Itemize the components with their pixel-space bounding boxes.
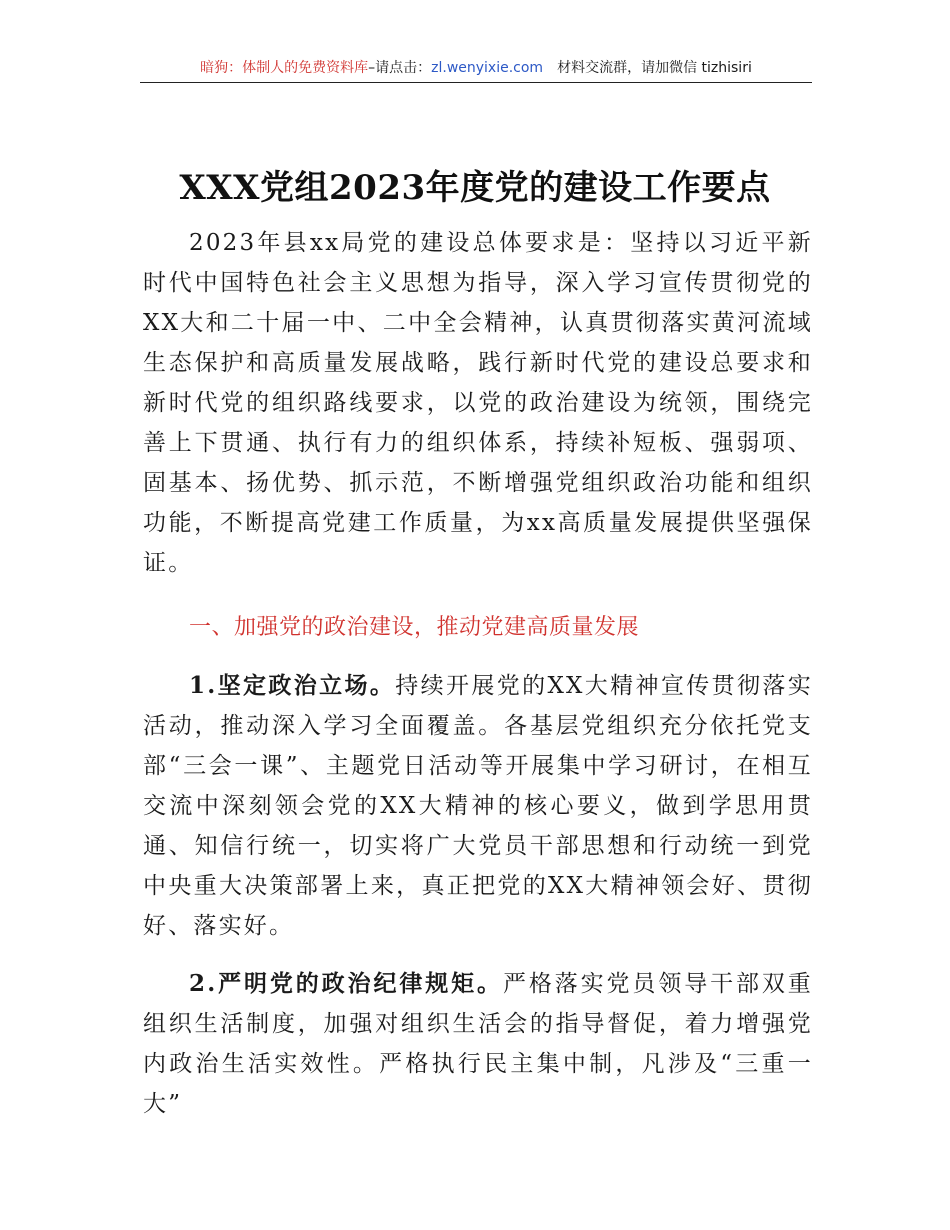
header-click-prompt: –请点击： [368, 60, 432, 76]
document-body [143, 223, 813, 1124]
page-header [140, 58, 812, 78]
item-paragraph [143, 964, 813, 1124]
item-paragraph [143, 666, 813, 946]
header-link[interactable]: zl.wenyixie.com [431, 60, 544, 76]
item-body: 严格落实党员领导干部双重组织生活制度，加强对组织生活会的指导督促，着力增强党内政治生活实效性。严格执行民主集中制，凡涉及“三重一大” [143, 971, 813, 1117]
header-promo: 暗狗：体制人的免费资料库 [200, 60, 369, 76]
header-join-note: 材料交流群，请加微信 tizhisiri [557, 60, 752, 76]
intro-paragraph: 2023年县xx局党的建设总体要求是：坚持以习近平新时代中国特色社会主义思想为指导，深入学习宣传贯彻党的XX大和二十届一中、二中全会精神，认真贯彻落实黄河流域生态保护和高质量发展战略，践行新时代党的建设总要求和新时代党的组织路线要求，以党的政治建设为统领，围绕完善上下贯通、执行有力的组织体系，持续补短板、强弱项、固基本、扬优势、抓示范，不断增强党组织政治功能和组织功能，不断提高党建工作质量，为xx高质量发展提供坚强保证。 [143, 230, 813, 576]
section-heading: 一、加强党的政治建设，推动党建高质量发展 [189, 615, 640, 640]
header-divider [140, 82, 812, 83]
item-lead: 1.坚定政治立场。 [189, 672, 396, 699]
item-lead: 2.严明党的政治纪律规矩。 [189, 970, 503, 997]
document-title: XXX党组2023年度党的建设工作要点 [179, 167, 771, 208]
item-body: 持续开展党的XX大精神宣传贯彻落实活动，推动深入学习全面覆盖。各基层党组织充分依托党支部“三会一课”、主题党日活动等开展集中学习研讨，在相互交流中深刻领会党的XX大精神的核心要义，做到学思用贯通、知信行统一，切实将广大党员干部思想和行动统一到党中央重大决策部署上来，真正把党的XX大精神领会好、贯彻好、落实好。 [143, 673, 813, 939]
